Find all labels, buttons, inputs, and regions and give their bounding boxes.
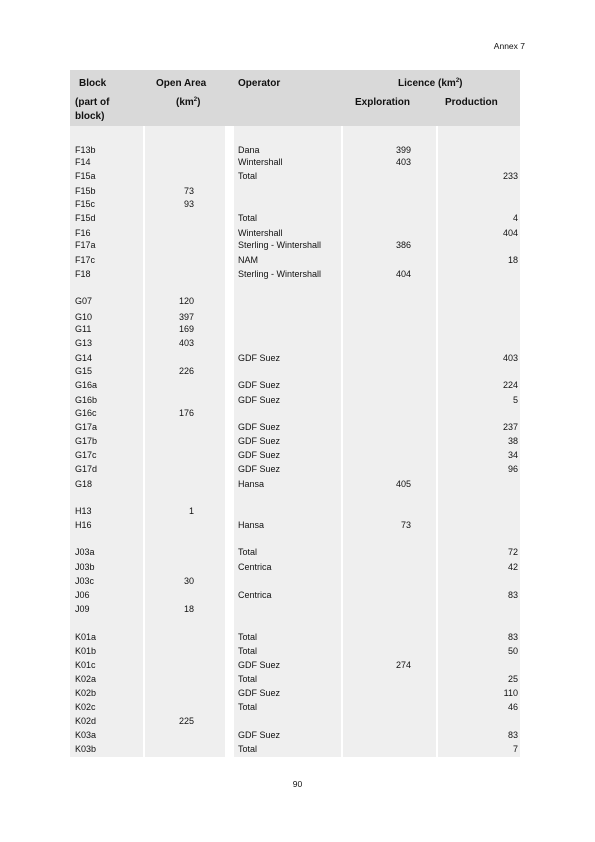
header-block: Block (79, 78, 107, 89)
cell-block: K02a (75, 674, 97, 684)
header-production: Production (445, 97, 498, 108)
cell-operator: Total (238, 744, 258, 754)
cell-production: 50 (507, 646, 518, 656)
cell-block: K01c (75, 660, 96, 670)
cell-production: 403 (502, 353, 518, 363)
cell-operator: Total (238, 702, 258, 712)
cell-open-area: 18 (183, 604, 194, 614)
cell-production: 72 (507, 547, 518, 557)
cell-production: 4 (512, 213, 518, 223)
cell-production: 83 (507, 590, 518, 600)
cell-block: F17c (75, 255, 96, 265)
cell-block: F15a (75, 171, 96, 181)
cell-block: G17c (75, 450, 97, 460)
cell-operator: GDF Suez (238, 395, 281, 405)
cell-open-area: 169 (178, 324, 194, 334)
cell-block: G17a (75, 422, 98, 432)
cell-production: 404 (502, 228, 518, 238)
cell-production: 83 (507, 632, 518, 642)
cell-exploration: 404 (395, 269, 411, 279)
cell-block: K01b (75, 646, 97, 656)
cell-operator: Sterling - Wintershall (238, 240, 322, 250)
cell-production: 34 (507, 450, 518, 460)
cell-operator: GDF Suez (238, 660, 281, 670)
cell-operator: GDF Suez (238, 450, 281, 460)
cell-operator: Total (238, 646, 258, 656)
cell-block: K02b (75, 688, 97, 698)
cell-block: F13b (75, 145, 96, 155)
cell-operator: NAM (238, 255, 258, 265)
cell-block: F17a (75, 240, 96, 250)
cell-exploration: 403 (395, 157, 411, 167)
annex-label: Annex 7 (493, 41, 525, 51)
cell-operator: GDF Suez (238, 422, 281, 432)
cell-operator: Hansa (238, 479, 265, 489)
cell-open-area: 73 (183, 186, 194, 196)
header-open-area-unit: $(km^2)$ (176, 97, 201, 108)
cell-block: F16 (75, 228, 91, 238)
cell-operator: Wintershall (238, 157, 283, 167)
cell-exploration: 399 (395, 145, 411, 155)
cell-operator: GDF Suez (238, 688, 281, 698)
cell-open-area: 1 (188, 506, 194, 516)
cell-open-area: 93 (183, 199, 194, 209)
cell-operator: Total (238, 632, 258, 642)
cell-production: 224 (502, 380, 518, 390)
cell-block: J03a (75, 547, 95, 557)
cell-production: 96 (507, 464, 518, 474)
cell-operator: Total (238, 171, 258, 181)
header-exploration: Exploration (355, 97, 411, 108)
cell-open-area: 226 (178, 366, 194, 376)
cell-operator: GDF Suez (238, 464, 281, 474)
cell-open-area: 120 (178, 296, 194, 306)
cell-block: J09 (75, 604, 90, 614)
cell-production: 110 (503, 688, 518, 698)
cell-block: J03c (75, 576, 95, 586)
cell-block: G16c (75, 408, 97, 418)
cell-block: G17d (75, 464, 98, 474)
cell-block: H13 (75, 506, 92, 516)
cell-production: 7 (512, 744, 518, 754)
cell-block: G18 (75, 479, 93, 489)
cell-block: F18 (75, 269, 91, 279)
cell-operator: Total (238, 213, 258, 223)
cell-production: 237 (502, 422, 518, 432)
cell-block: K01a (75, 632, 97, 642)
cell-exploration: 386 (395, 240, 411, 250)
cell-open-area: 403 (178, 338, 194, 348)
cell-exploration: 274 (395, 660, 411, 670)
cell-operator: GDF Suez (238, 730, 281, 740)
header-operator: Operator (238, 78, 281, 89)
cell-block: G16b (75, 395, 98, 405)
cell-block: K03b (75, 744, 97, 754)
header-open-area: Open Area (156, 78, 207, 89)
cell-block: G10 (75, 312, 93, 322)
cell-block: H16 (75, 520, 92, 530)
cell-block: J06 (75, 590, 90, 600)
cell-block: G07 (75, 296, 93, 306)
cell-operator: Total (238, 674, 258, 684)
page-number: 90 (292, 779, 303, 789)
cell-block: F15b (75, 186, 96, 196)
cell-operator: GDF Suez (238, 353, 281, 363)
cell-open-area: 225 (178, 716, 194, 726)
cell-block: F14 (75, 157, 91, 167)
cell-production: 18 (507, 255, 518, 265)
cell-block: K03a (75, 730, 97, 740)
cell-exploration: 405 (395, 479, 411, 489)
header-licence: Licence $(km^2)$ (398, 78, 463, 89)
cell-production: 25 (507, 674, 518, 684)
cell-operator: Wintershall (238, 228, 283, 238)
licence-table (70, 70, 520, 757)
cell-operator: Centrica (238, 590, 272, 600)
cell-block: G11 (75, 324, 92, 334)
cell-block: K02c (75, 702, 96, 712)
cell-block: F15c (75, 199, 96, 209)
cell-block: G17b (75, 436, 98, 446)
cell-block: G15 (75, 366, 93, 376)
cell-block: G16a (75, 380, 98, 390)
cell-production: 42 (507, 562, 518, 572)
cell-production: 46 (507, 702, 518, 712)
cell-operator: Centrica (238, 562, 272, 572)
cell-block: J03b (75, 562, 95, 572)
cell-production: 38 (507, 436, 518, 446)
cell-operator: Dana (238, 145, 260, 155)
cell-operator: Total (238, 547, 258, 557)
cell-production: 83 (507, 730, 518, 740)
cell-operator: Sterling - Wintershall (238, 269, 322, 279)
cell-open-area: 176 (178, 408, 194, 418)
cell-block: K02d (75, 716, 97, 726)
cell-exploration: 73 (400, 520, 411, 530)
cell-production: 233 (502, 171, 518, 181)
cell-open-area: 397 (178, 312, 194, 322)
cell-operator: GDF Suez (238, 380, 281, 390)
cell-operator: GDF Suez (238, 436, 281, 446)
header-block-sub: (part of block) (75, 97, 110, 122)
cell-block: G14 (75, 353, 93, 363)
cell-block: F15d (75, 213, 96, 223)
cell-block: G13 (75, 338, 93, 348)
cell-operator: Hansa (238, 520, 265, 530)
table-body (70, 70, 520, 757)
cell-production: 5 (512, 395, 518, 405)
cell-open-area: 30 (183, 576, 194, 586)
